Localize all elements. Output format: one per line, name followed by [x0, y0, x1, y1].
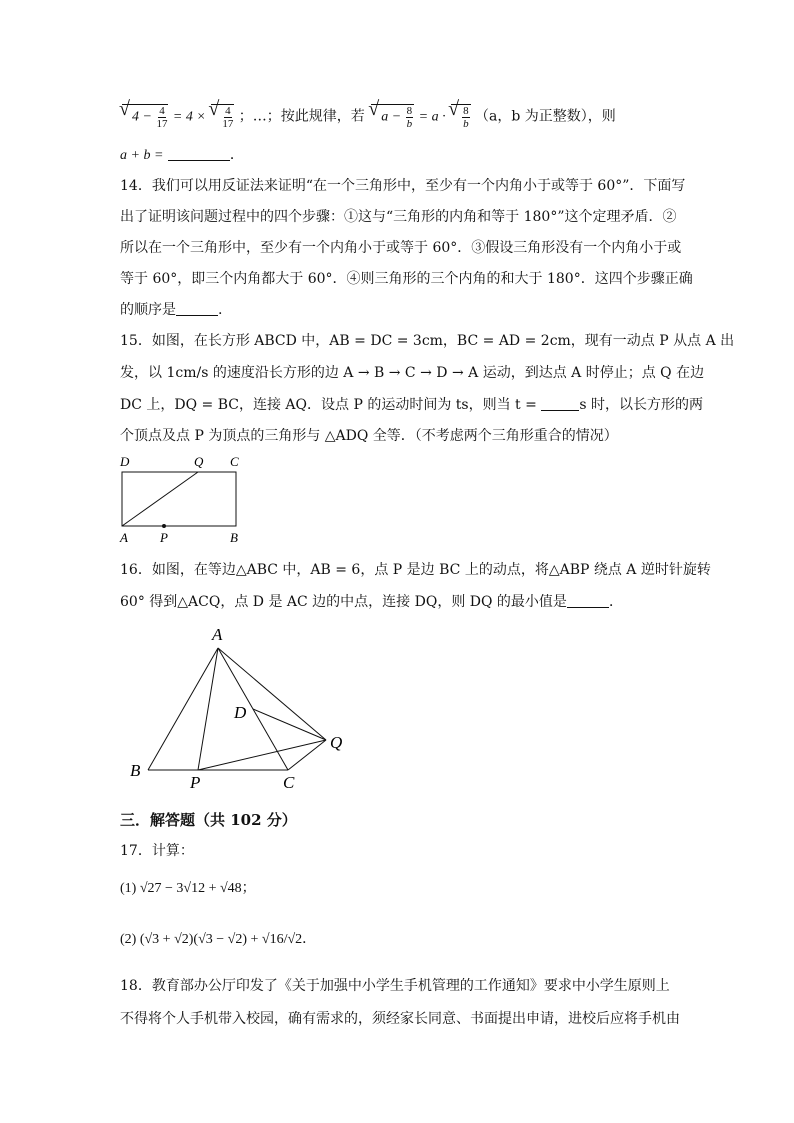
q14-line-3: 所以在一个三角形中，至少有一个内角小于或等于 60°．③假设三角形没有一个内角小于或: [120, 240, 682, 256]
q14-answer-blank[interactable]: [176, 300, 218, 316]
q14-line-4: 等于 60°，即三个内角都大于 60°．④则三角形的三个内角的和大于 180°．这四个步骤正确: [120, 271, 693, 287]
q13-answer-line: a + b = ．: [120, 147, 244, 163]
label-P16: P: [190, 773, 201, 792]
q13-expression-line: √ 4 − $\frac{4}{17}$ = 4 × √ $\frac{4}{17}$ ；…；按此规律，若 √ a − $\frac{8}{b}$ = a · √ $\frac{8}{b}$ （a，b 为正整数），则: [120, 104, 616, 130]
q18-line-2: 不得将个人手机带入校园，确有需求的，须经家长同意、书面提出申请，进校后应将手机由: [120, 1011, 680, 1027]
label-B: B: [230, 530, 238, 545]
q13-ask: a + b =: [120, 148, 164, 163]
label-P: P: [160, 530, 168, 545]
q16-triangle-figure: [120, 620, 360, 796]
label-A: A: [120, 530, 128, 545]
q16-line-1: 16．如图，在等边△ABC 中，AB = 6，点 P 是边 BC 上的动点，将△ABP 绕点 A 逆时针旋转: [120, 562, 711, 578]
q17-part2: (2) (√3 + √2)(√3 − √2) + √16/√2．: [120, 932, 317, 947]
q16-answer-blank[interactable]: [567, 592, 609, 608]
section3-title: 三．解答题（共 102 分）: [120, 811, 297, 829]
q17-part1: (1) √27 − 3√12 + √48；: [120, 881, 256, 896]
q16-line-2: 60° 得到△ACQ，点 D 是 AC 边的中点，连接 DQ，则 DQ 的最小值是 ．: [120, 594, 623, 610]
q13-condition: （a，b 为正整数），则: [475, 108, 616, 125]
q14-line-2: 出了证明该问题过程中的四个步骤：①这与“三角形的内角和等于 180°”这个定理矛盾．②: [120, 209, 677, 225]
label-Q16: Q: [330, 733, 343, 752]
q14-line-5: 的顺序是 .: [120, 302, 223, 318]
label-D: D: [120, 454, 130, 469]
q15-rectangle-figure: [112, 452, 252, 547]
label-A16: A: [212, 625, 223, 644]
q13-rule-text: ；…；按此规律，若: [238, 108, 365, 125]
q17-title: 17．计算：: [120, 843, 194, 859]
q15-line-1: 15．如图，在长方形 ABCD 中，AB = DC = 3cm，BC = AD = 2cm，现有一动点 P 从点 A 出: [120, 333, 735, 349]
q15-line-2: 发，以 1cm/s 的速度沿长方形的边 A → B → C → D → A 运动，到达点 A 时停止；点 Q 在边: [120, 365, 705, 381]
q15-line-4: 个顶点及点 P 为顶点的三角形与 △ADQ 全等．（不考虑两个三角形重合的情况）: [120, 428, 618, 444]
label-Q: Q: [194, 454, 204, 469]
q15-line-3: DC 上，DQ = BC，连接 AQ．设点 P 的运动时间为 ts，则当 t = s 时，以长方形的两: [120, 397, 703, 413]
label-C16: C: [283, 773, 295, 792]
label-C: C: [230, 454, 239, 469]
label-B16: B: [130, 761, 141, 780]
q18-line-1: 18．教育部办公厅印发了《关于加强中小学生手机管理的工作通知》要求中小学生原则上: [120, 978, 670, 994]
label-D16: D: [234, 703, 247, 722]
q13-answer-blank[interactable]: [168, 145, 230, 161]
q13-sqrt-left: √ 4 − $\frac{4}{17}$: [122, 104, 168, 130]
q15-answer-blank[interactable]: [541, 395, 579, 411]
q14-line-1: 14．我们可以用反证法来证明“在一个三角形中，至少有一个内角小于或等于 60°”．下面写: [120, 178, 686, 194]
